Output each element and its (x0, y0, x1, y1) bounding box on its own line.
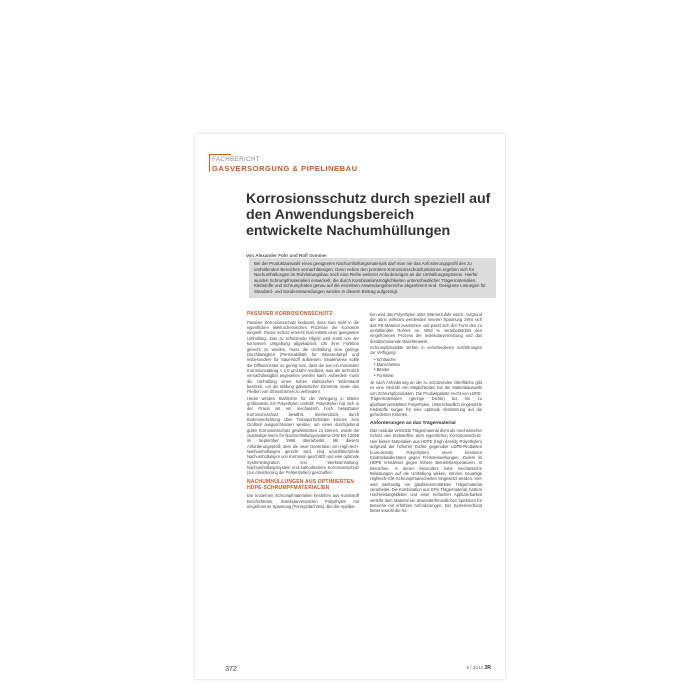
article-title: Korrosionsschutz durch speziell auf den Anwendungsbereich entwickelte Nachumhüllungen (246, 191, 491, 239)
body-paragraph: Die modernen Schrumpfmaterialien bestehen aus Kunststoff beschichteten, molekularvernetzten Polyethylen mit eingefrorener Spannung (Formgedächtnis). Bei der Applika- (247, 493, 359, 510)
text-column-right (370, 312, 482, 515)
article-lead: Bei der Produktauswahl eines geeigneten Nachumhüllungsmaterials darf man nie das Anforderungsprofil des zu umhüllenden Bereiches vernachlässigen. Denn neben den primären Korrosionsschutzfunktionen ergeben sich für Nachumhüllungen im Rohrleitungsbau noch eine Reihe weiterer Anforderungen an die Umhüllungssysteme. Hierfür wurden Schrumpfmaterialien entwickelt, die durch Kombinationsmöglichkeiten unterschiedlicher Trägermaterialien, Klebstoffe und Schrumpfraten genau auf die einzelnen Anwendungsbereiche abgestimmt sind. Geeignete Lösungen für Standard- und Sonderanwendungen werden in diesem Beitrag aufgezeigt. (249, 258, 496, 298)
body-paragraph: tion wird das Polyethylen unter Wärmezufuhr weich. Aufgrund der dann wirksam werdenden inneren Spannung zieht sich das PE-Material zusammen und passt sich der Form des zu umhüllenden Rohres an. Wird % verarbeitet/Zeit den eingefrorenen Prozess der molekularvernetzung und das dreidimensionale Maschenwerk. (370, 312, 482, 344)
magazine-brand: 3R (484, 665, 491, 671)
page-number: 372 (225, 664, 237, 673)
list-item: • Schläuche (374, 357, 482, 362)
article-authors: Von Alexander Fohr und Rolf Sommer (246, 253, 328, 258)
body-paragraph: Das modular vernetzte Trägermaterial dient als mechanischer Schutz des Klebstoffes, dem eigentlichen Korrosionsschutz. Hier bieten Materialien aus HDPE (High-density Polyethylen) aufgrund der höheren Dichte gegenüber LDPE-Produkten (Low-density Polyethylen) einen besseren Eindrückwiderstand gegen Fremdeinwirkungen. Zudem ist HDPE resistenter gegen höhere Betriebstemperaturen. In Bereichen, in denen besonders hohe mechanische Belastungen auf die Umhüllung wirken, können neuartige Hightech-GfK-Schrumpfmanschetten eingesetzt werden. Hier wird werkseitig ein glasfaserverstärktes Trägermaterial verarbeitet. Die Kombination aus GFK-Trägermaterial, hartem Hochleistungskleber und einer einfachen Applizierbarkeit verleiht dem Material ein anwenderfreundliches Spektrum für Bereiche mit erhöhten Anforderungen. Der Systemverbund bietet sowohl die ho- (370, 428, 482, 514)
list-item: • Manschetten (374, 362, 482, 367)
list-item: • Formteile (374, 373, 482, 378)
header-accent-line-horizontal (209, 154, 231, 155)
magazine-page (195, 134, 505, 679)
issue-number: 6 / 2012 (466, 665, 484, 670)
body-paragraph: Passiver Korrosionsschutz bedeutet, dass man nicht in die eigentlichen elektrochemischen Prozesse der Korrosion eingreift. Dieser Schutz erreicht man mittels einer geeigneten Umhüllung. Das zu schützende Objekt wird somit von der korrosiven Umgebung abgekapselt. Um ihrer Funktion gerecht zu werden, muss die Umhüllung eine geringe Durchlässigkeit (Permeabilität) für Wasserdampf und insbesondere für Sauerstoff aufweisen. Idealerweise sollte die Diffusionsrate so gering sein, dass die aus ein maximaler Korrosionsabtrag < 1,0 µm/Jahr resultiert, was als technisch vernachlässigbar angesehen werden kann. Außerdem muss die Umhüllung einen hohen elektrischen Widerstand besitzen, um die Bildung galvanischer Elemente sowie das Fließen von Streuströmen zu verhindern. (247, 319, 359, 395)
issue-info (466, 665, 491, 671)
body-paragraph: Schrumpfprodukte stehen in verschiedenen Ausführungen zur Verfügung: (370, 345, 482, 356)
subheading-hdpe: NACHUMHÜLLUNGEN AUS OPTIMIERTEN HDPE-SCHRUMPFMATERIALIEN (247, 478, 355, 491)
header-accent-line-vertical (209, 154, 210, 172)
rubric-label: FACHBERICHT (212, 156, 261, 163)
product-type-list (370, 357, 482, 378)
subheading-carrier-material: Anforderungen an das Trägermaterial (370, 420, 456, 426)
section-label: GASVERSORGUNG & PIPELINEBAU (212, 164, 358, 173)
text-column-left (247, 312, 359, 510)
body-paragraph: Je nach Anforderung an die zu schützenden Oberfläche gibt es eine Vielzahl von Möglichkeiten bei der Materialauswahl von Schrumpfprodukten. Die Produktpalette reicht von LDPE-Trägermaterialien (geringe Dichte) bis hin zu glasfaserverstärkten Polyethylen. Unterschiedlich eingesetzte Klebstoffe sorgen für eine optimale Abstimmung auf die geforderten Kriterien. (370, 380, 482, 418)
subheading-passive-protection: PASSIVER KORROSIONSSCHUTZ (247, 311, 333, 317)
list-item: • Bänder (374, 367, 482, 372)
body-paragraph: Heute werden Stahlrohre für die Verlegung in Böden größtenteils mit Polyethylen umhüllt. Polyethylen hat sich in der Praxis als ein mechanisch hoch belastbarer Korrosionsschutz bewährt. Steinendruck durch Bodenverdichtung über Transportschäden können zum Großteil ausgeschlossen werden, um einen durchgehend guten Korrosionsschutz gewährleisten zu können, wurde die zuständige Norm für Nachumhüllungssysteme DIN EN 12068 im September 1998 überarbeitet. Mit diesem Anforderungsprofil, dem die neue Generation von High-tech-Nachumhüllungen gerecht wird, sind unverfälschende Nachumhüllungen von Korrosion geschützt und eine optimale Systemintegration von Werksumhüllung, Nachumhüllungssystem und kathodischem Korrosionsschutz (zur Absicherung der Fehlerstellen) geschaffen. (247, 395, 359, 476)
